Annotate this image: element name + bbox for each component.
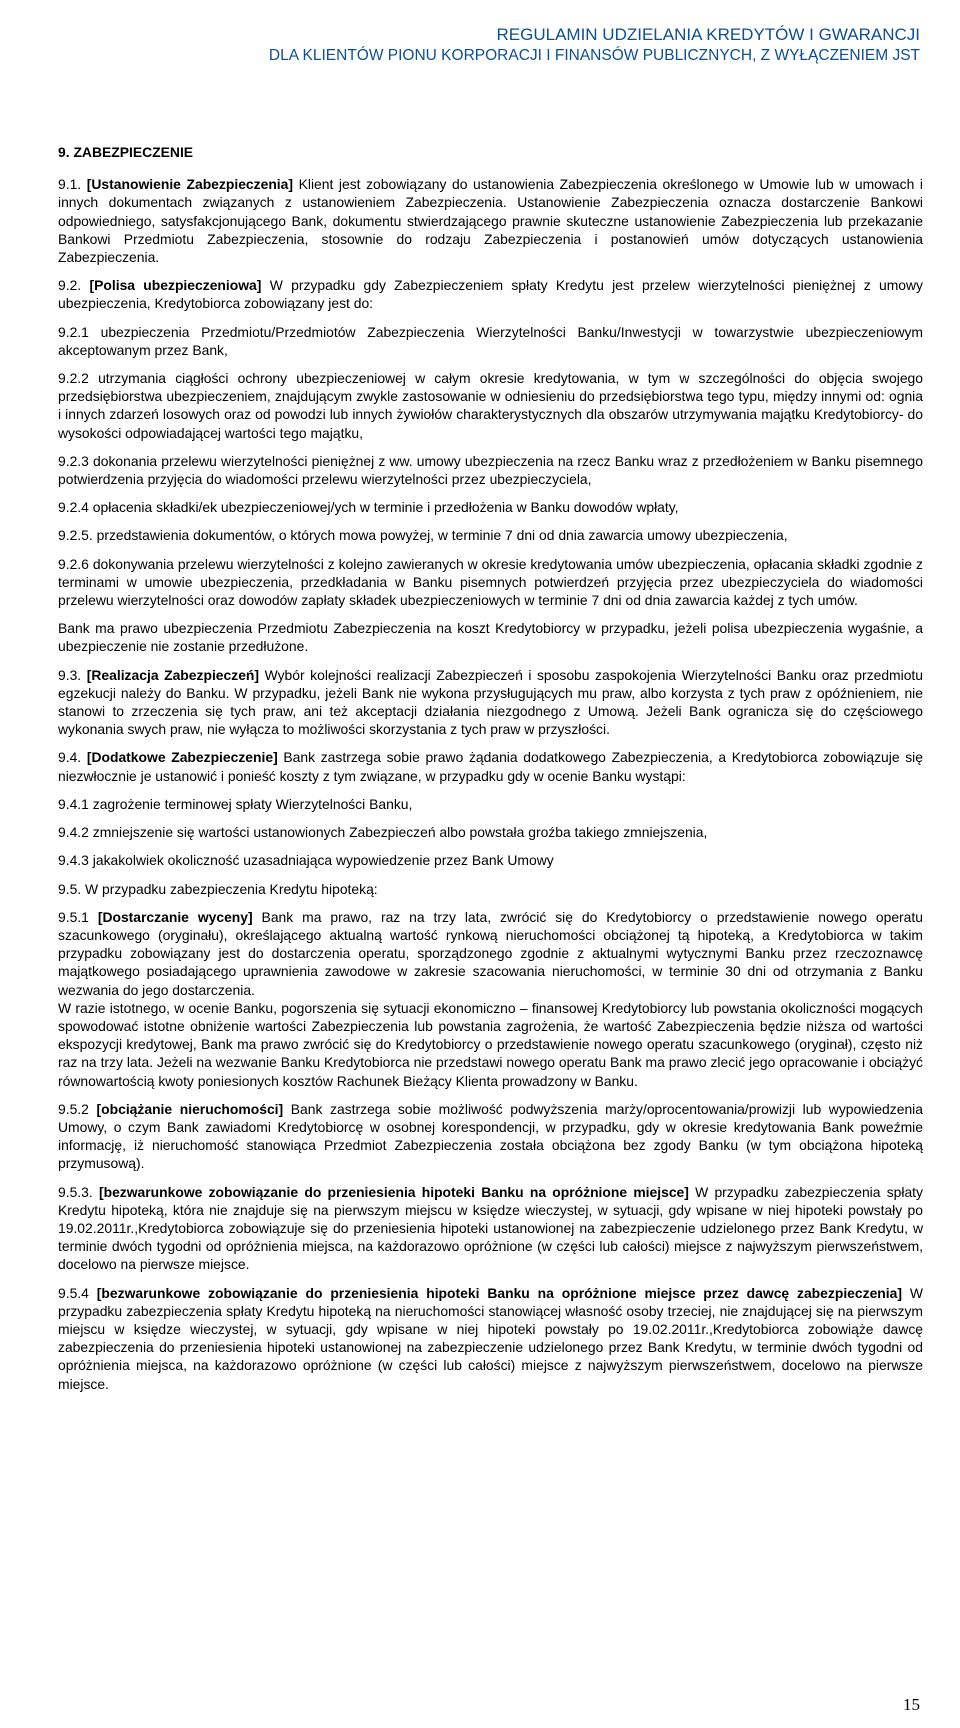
paragraph-number: 9.1.: [58, 176, 87, 193]
paragraph-9-2-2: 9.2.2 utrzymania ciągłości ochrony ubezpieczeniowej w całym okresie kredytowania, w tym w szczególności do objęcia swojego przedsiębiorstwa ubezpieczeniem, znajdującym zwykle zastosowanie w odniesieniu do przedsiębiorstwa tego typu, między innymi od: ognia i innych zdarzeń losowych oraz od powodzi lub innych żywiołów charakterystycznych dla obszarów utrzymywania majątku Kredytobiorcy- do wysokości odpowiadającej wartości tego majątku,: [58, 370, 923, 441]
paragraph-9-2-1: 9.2.1 ubezpieczenia Przedmiotu/Przedmiotów Zabezpieczenia Wierzytelności Banku/Inwestycji w towarzystwie ubezpieczeniowym akceptowanym przez Bank,: [58, 323, 923, 358]
paragraph-number: 9.3.: [58, 666, 87, 683]
paragraph-text: W przypadku gdy Zabezpieczeniem spłaty Kredytu jest przelew wierzytelności pieniężnej z umowy ubezpieczenia, Kredytobiorca zobowiązany jest do:: [58, 277, 923, 312]
paragraph-heading: [obciążanie nieruchomości]: [96, 1100, 284, 1117]
paragraph-text: W przypadku zabezpieczenia spłaty Kredytu hipoteką na nieruchomości stanowiącej własność osoby trzeciej, nie znajdującej się na pierwszym miejscu w księdze wieczystej, w sytuacji, gdy wpisane w niej hipoteki powstały po 19.02.2011r.,Kredytobiorca zobowiąże dawcę zabezpieczenia do przeniesienia hipoteki ustanowionej na zabezpieczenie udzielonego przez Bank Kredytu, w terminie dwóch tygodni od opróżnienia miejsca, na każdorazowo opróżnione (w części lub całości) miejsce z najwyższym pierwszeństwem, docelowo na pierwsze miejsce.: [58, 1284, 923, 1392]
paragraph-9-4-3: 9.4.3 jakakolwiek okoliczność uzasadniająca wypowiedzenie przez Bank Umowy: [58, 852, 554, 869]
document-header: [40, 24, 920, 66]
paragraph-heading: [Realizacja Zabezpieczeń]: [86, 666, 260, 683]
paragraph-9-5-3: [58, 1183, 923, 1274]
header-title-line2: DLA KLIENTÓW PIONU KORPORACJI I FINANSÓW PUBLICZNYCH, Z WYŁĄCZENIEM JST: [268, 47, 920, 64]
paragraph-9-5-2: [58, 1100, 923, 1173]
paragraph-text: W przypadku zabezpieczenia spłaty Kredytu hipoteką, która nie znajduje się na pierwszym miejscu w księdze wieczystej, w sytuacji, gdy wpisane w niej hipoteki powstały po 19.02.2011r.,Kredytobiorca zobowiązuje się do przeniesienia hipoteki ustanowionej na zabezpieczenie udzielonego przez Bank Kredytu, w terminie dwóch tygodni od opróżnienia miejsca, na każdorazowo opróżnione (w części lub całości) miejsce z najwyższym pierwszeństwem, docelowo na pierwsze miejsce.: [58, 1183, 923, 1273]
paragraph-9-1: [58, 175, 923, 266]
paragraph-number: 9.5.3.: [58, 1183, 99, 1200]
paragraph-9-2-6: 9.2.6 dokonywania przelewu wierzytelności z kolejno zawieranych w okresie kredytowania umów ubezpieczenia, opłacania składki zgodnie z terminami w umowie ubezpieczenia, przedkładania w Banku pisemnych potwierdzeń przyjęcia przez ubezpieczyciela do wiadomości przelewu wierzytelności oraz dowodów zapłaty składek ubezpieczeniowych w terminie 7 dni od dnia zawarcia każdej z tych umów.: [58, 555, 923, 609]
paragraph-9-2-bank: Bank ma prawo ubezpieczenia Przedmiotu Zabezpieczenia na koszt Kredytobiorcy w przypadku, jeżeli polisa ubezpieczenia wygaśnie, a ubezpieczenie nie zostanie przedłużone.: [58, 620, 923, 655]
paragraph-text: Klient jest zobowiązany do ustanowienia Zabezpieczenia określonego w Umowie lub w umowach i innych dokumentach związanych z ustanowieniem Zabezpieczenia. Ustanowienie Zabezpieczenia oznacza dostarczenie Bankowi odpowiedniego, satysfakcjonującego Bank, dokumentu stwierdzającego prawnie skuteczne ustanowienie Zabezpieczenia lub przekazanie Bankowi Przedmiotu Zabezpieczenia, stosownie do rodzaju Zabezpieczenia i postanowień umów dotyczących ustanowienia Zabezpieczenia.: [58, 176, 923, 266]
paragraph-number: 9.5.1: [58, 908, 98, 925]
paragraph-text: Bank zastrzega sobie prawo żądania dodatkowego Zabezpieczenia, a Kredytobiorca zobowiązuje się niezwłocznie je ustanowić i ponieść koszty z tym związane, w przypadku gdy w ocenie Banku wystąpi:: [58, 749, 923, 784]
section-title: 9. ZABEZPIECZENIE: [58, 144, 194, 160]
paragraph-heading: [Ustanowienie Zabezpieczenia]: [86, 176, 294, 193]
paragraph-text: Wybór kolejności realizacji Zabezpieczeń i sposobu zaspokojenia Wierzytelności Banku oraz przedmiotu egzekucji należy do Banku. W przypadku, jeżeli Bank nie wykona przysługujących mu praw, albo korzysta z tych praw z opóźnieniem, nie stanowi to zrzeczenia się tych praw, ani też akceptacji działania niezgodnego z Umową. Jeżeli Bank ogranicza się do częściowego wykonania swych praw, nie wyłącza to możliwości skorzystania z tych praw w przyszłości.: [58, 666, 924, 738]
header-title-line1: REGULAMIN UDZIELANIA KREDYTÓW I GWARANCJI: [496, 25, 920, 44]
paragraph-9-4-2: 9.4.2 zmniejszenie się wartości ustanowionych Zabezpieczeń albo powstała groźba takiego zmniejszenia,: [58, 824, 708, 841]
paragraph-heading: [Dodatkowe Zabezpieczenie]: [86, 749, 278, 766]
paragraph-text: Bank zastrzega sobie możliwość podwyższenia marży/oprocentowania/prowizji lub wypowiedzenia Umowy, o czym Bank zawiadomi Kredytobiorcę w osobnej korespondencji, w przypadku, gdy w okresie kredytowania Bank poweźmie informację, iż nieruchomość stanowiąca Przedmiot Zabezpieczenia została obciążona bez zgody Banku (w tym obciążona hipoteką przymusową).: [58, 1100, 923, 1172]
paragraph-9-5: 9.5. W przypadku zabezpieczenia Kredytu hipoteką:: [58, 880, 378, 897]
paragraph-9-5-4: [58, 1284, 923, 1393]
paragraph-heading: [bezwarunkowe zobowiązanie do przeniesienia hipoteki Banku na opróżnione miejsce przez dawcę zabezpieczenia]: [96, 1284, 903, 1301]
paragraph-9-4-1: 9.4.1 zagrożenie terminowej spłaty Wierzytelności Banku,: [58, 795, 413, 812]
paragraph-number: 9.5.4: [58, 1284, 97, 1301]
paragraph-text: Bank ma prawo, raz na trzy lata, zwrócić się do Kredytobiorcy o przedstawienie nowego operatu szacunkowego (oryginału), określającego aktualną wartość rynkową nieruchomości obciążonej tą hipoteką, a Kredytobiorca w takim przypadku zobowiązany jest do dostarczenia operatu, sporządzonego zgodnie z aktualnymi wytycznymi Banku przez rzeczoznawcę majątkowego posiadającego uprawnienia zawodowe w zakresie szacowania nieruchomości, w terminie 30 dni od otrzymania z Banku wezwania do jego dostarczenia.: [58, 908, 923, 998]
paragraph-9-4: [58, 748, 923, 784]
page-number: 15: [903, 1695, 920, 1714]
paragraph-9-2-4: 9.2.4 opłacenia składki/ek ubezpieczeniowej/ych w terminie i przedłożenia w Banku dowodów wpłaty,: [58, 499, 679, 516]
paragraph-heading: [Dostarczanie wyceny]: [97, 908, 253, 925]
paragraph-number: 9.5.2: [58, 1100, 97, 1117]
paragraph-number: 9.4.: [58, 749, 87, 766]
paragraph-9-5-1-continued: W razie istotnego, w ocenie Banku, pogorszenia się sytuacji ekonomiczno – finansowej Kredytobiorcy lub powstania okoliczności mogących spowodować istotne obniżenie wartości Zabezpieczenia lub powstania zagrożenia, że wartość Zabezpieczenia będzie niższa od wartości ekspozycji kredytowej, Bank ma prawo zwrócić się do Kredytobiorcy o przedstawienie nowego operatu szacunkowego (oryginał), często niż raz na trzy lata. Jeżeli na wezwanie Banku Kredytobiorca nie przedstawi nowego operatu Bank ma prawo zlecić jego opracowanie i obciążyć równowartością kwoty poniesionych kosztów Rachunek Bieżący Klienta prowadzony w Banku.: [58, 999, 923, 1089]
paragraph-number: 9.2.: [58, 277, 90, 294]
paragraph-9-3: [58, 666, 923, 739]
document-body: [58, 143, 923, 1403]
paragraph-heading: [Polisa ubezpieczeniowa]: [89, 277, 262, 294]
paragraph-9-5-1: [58, 908, 923, 999]
paragraph-9-2-3: 9.2.3 dokonania przelewu wierzytelności pieniężnej z ww. umowy ubezpieczenia na rzecz Banku wraz z przedłożeniem w Banku pisemnego potwierdzenia przyjęcia do wiadomości przelewu wierzytelności przez ubezpieczyciela,: [58, 452, 923, 488]
paragraph-9-2: [58, 276, 923, 312]
paragraph-heading: [bezwarunkowe zobowiązanie do przeniesienia hipoteki Banku na opróżnione miejsce]: [98, 1183, 689, 1200]
paragraph-9-2-5: 9.2.5. przedstawienia dokumentów, o których mowa powyżej, w terminie 7 dni od dnia zawarcia umowy ubezpieczenia,: [58, 527, 788, 544]
